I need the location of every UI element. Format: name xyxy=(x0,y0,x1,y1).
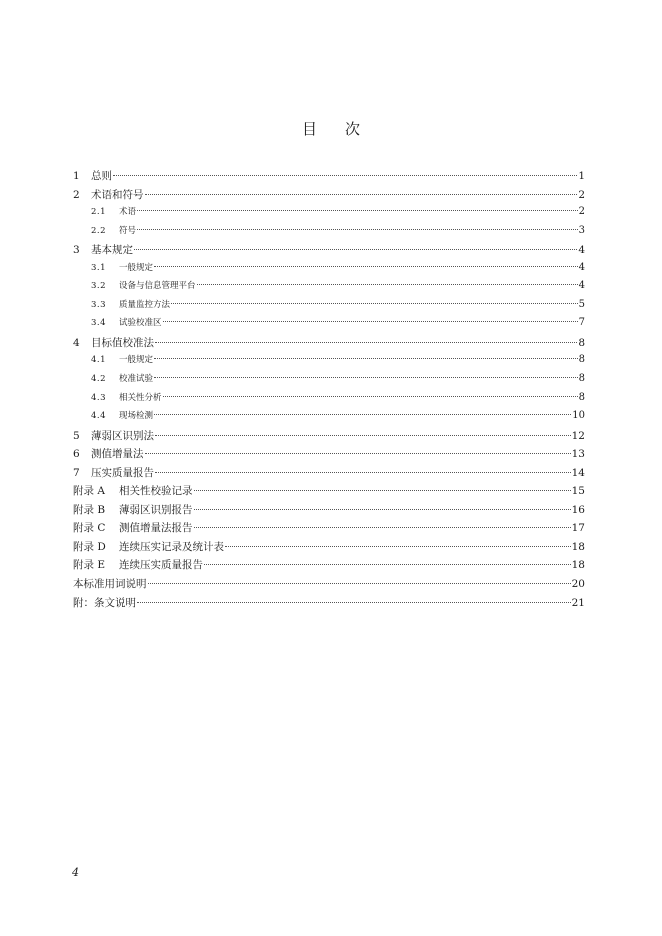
toc-entry-number: 4.3 xyxy=(91,392,107,403)
toc-entry-number: 3.1 xyxy=(91,262,107,273)
toc-entry-title: 基本规定 xyxy=(91,244,133,257)
toc-entry-number: 2.1 xyxy=(91,207,107,218)
toc-entry[interactable] xyxy=(73,576,585,595)
toc-entry-number: 3.3 xyxy=(91,299,107,310)
dot-leader xyxy=(163,396,578,397)
toc-entry-number: 4.4 xyxy=(91,411,107,422)
dot-leader xyxy=(194,509,571,510)
toc-entry[interactable] xyxy=(73,335,585,354)
toc-entry[interactable] xyxy=(73,168,585,187)
toc-entry-page: 8 xyxy=(578,391,585,403)
toc-entry-number: 附录 C xyxy=(73,522,106,535)
dot-leader xyxy=(155,435,571,436)
toc-entry-title: 现场检测 xyxy=(119,411,154,422)
toc-entry-page: 7 xyxy=(578,317,585,329)
toc-entry-number: 2 xyxy=(73,188,80,201)
toc-entry-page: 2 xyxy=(578,188,585,201)
toc-entry-number: 4 xyxy=(73,336,80,349)
toc-entry-number: 3.2 xyxy=(91,281,107,292)
toc-entry-title: 一般规定 xyxy=(119,355,154,366)
toc-entry-title: 本标准用词说明 xyxy=(73,578,147,591)
dot-leader xyxy=(197,284,578,285)
toc-entry-title: 符号 xyxy=(119,225,137,236)
toc-entry-page: 20 xyxy=(571,578,585,591)
toc-entry[interactable] xyxy=(73,316,585,335)
toc-entry-number: 附录 E xyxy=(73,559,106,572)
toc-entry-number: 7 xyxy=(73,466,80,479)
toc-entry-page: 10 xyxy=(572,410,585,422)
toc-entry-number: 5 xyxy=(73,429,80,442)
toc-entry-title: 薄弱区识别报告 xyxy=(119,503,193,516)
toc-entry[interactable] xyxy=(73,595,585,614)
toc-entry[interactable] xyxy=(73,483,585,502)
toc-entry[interactable] xyxy=(73,391,585,410)
dot-leader xyxy=(154,358,578,359)
dot-leader xyxy=(194,527,571,528)
toc-entry[interactable] xyxy=(73,353,585,372)
toc-entry-title: 目标值校准法 xyxy=(91,336,154,349)
toc-entry-page: 16 xyxy=(571,503,585,516)
toc-entry-title: 测值增量法 xyxy=(91,448,144,461)
toc-entry-title: 测值增量法报告 xyxy=(119,522,193,535)
toc-entry-page: 21 xyxy=(571,596,585,609)
dot-leader xyxy=(163,321,578,322)
toc-entry-title: 试验校准区 xyxy=(119,318,162,329)
toc-entry[interactable] xyxy=(73,502,585,521)
toc-entry[interactable] xyxy=(73,279,585,298)
toc-entry-page: 8 xyxy=(578,373,585,385)
toc-entry-title: 一般规定 xyxy=(119,262,154,273)
toc-entry-title: 相关性分析 xyxy=(119,392,162,403)
toc-entry[interactable] xyxy=(73,242,585,261)
toc-entry[interactable] xyxy=(73,520,585,539)
toc-entry-title: 校准试验 xyxy=(119,374,154,385)
toc-entry-title: 质量监控方法 xyxy=(119,299,171,310)
toc-entry-page: 17 xyxy=(571,522,585,535)
dot-leader xyxy=(137,210,578,211)
dot-leader xyxy=(137,602,571,603)
toc-entry-title: 附：条文说明 xyxy=(73,596,136,609)
toc-entry-page: 4 xyxy=(578,261,585,273)
toc-entry[interactable] xyxy=(73,205,585,224)
toc-entry-page: 5 xyxy=(578,298,585,310)
dot-leader xyxy=(154,377,578,378)
toc-entry[interactable] xyxy=(73,409,585,428)
toc-entry-page: 3 xyxy=(578,224,585,236)
toc-entry-number: 4.1 xyxy=(91,355,107,366)
dot-leader xyxy=(204,564,571,565)
toc-entry[interactable] xyxy=(73,539,585,558)
toc-entry-title: 总则 xyxy=(91,170,112,182)
dot-leader xyxy=(113,175,577,176)
toc-entry-page: 1 xyxy=(578,170,585,182)
toc-entry-number: 附录 B xyxy=(73,503,106,516)
toc-entry[interactable] xyxy=(73,372,585,391)
page-title: 目次 xyxy=(301,120,388,138)
toc-entry-number: 2.2 xyxy=(91,225,107,236)
toc-entry-page: 2 xyxy=(578,206,585,218)
toc-entry[interactable] xyxy=(73,298,585,317)
toc-entry-title: 相关性校验记录 xyxy=(119,485,193,498)
toc-entry-title: 薄弱区识别法 xyxy=(91,429,154,442)
toc-entry[interactable] xyxy=(73,465,585,484)
toc-entry-page: 13 xyxy=(571,448,585,461)
toc-entry-number: 1 xyxy=(73,170,80,182)
toc-entry-title: 术语 xyxy=(119,207,137,218)
toc-entry-page: 12 xyxy=(571,429,585,442)
toc-entry[interactable] xyxy=(73,187,585,206)
toc-entry[interactable] xyxy=(73,428,585,447)
dot-leader xyxy=(134,249,577,250)
toc-entry-number: 6 xyxy=(73,448,80,461)
toc-entry-number: 附录 D xyxy=(73,540,106,553)
dot-leader xyxy=(154,414,571,415)
toc-entry-page: 14 xyxy=(571,466,585,479)
toc-entry-page: 18 xyxy=(571,540,585,553)
dot-leader xyxy=(145,194,578,195)
page-number: 4 xyxy=(72,866,79,879)
dot-leader xyxy=(148,583,571,584)
toc-entry-page: 8 xyxy=(578,336,585,349)
toc-entry-page: 4 xyxy=(578,280,585,292)
toc-entry[interactable] xyxy=(73,557,585,576)
table-of-contents xyxy=(73,168,585,613)
toc-entry-title: 设备与信息管理平台 xyxy=(119,281,196,292)
toc-entry[interactable] xyxy=(73,446,585,465)
toc-entry-title: 连续压实记录及统计表 xyxy=(119,540,224,553)
toc-entry-title: 连续压实质量报告 xyxy=(119,559,203,572)
dot-leader xyxy=(194,490,571,491)
toc-entry-title: 压实质量报告 xyxy=(91,466,154,479)
toc-entry-title: 术语和符号 xyxy=(91,188,144,201)
dot-leader xyxy=(171,303,578,304)
dot-leader xyxy=(154,266,578,267)
toc-entry-page: 18 xyxy=(571,559,585,572)
toc-entry-number: 4.2 xyxy=(91,374,107,385)
dot-leader xyxy=(225,546,571,547)
dot-leader xyxy=(145,453,571,454)
toc-entry-number: 3 xyxy=(73,244,80,257)
toc-entry-number: 3.4 xyxy=(91,318,107,329)
dot-leader xyxy=(137,229,578,230)
toc-entry-number: 附录 A xyxy=(73,485,105,498)
toc-entry-page: 8 xyxy=(578,354,585,366)
toc-entry-page: 4 xyxy=(578,244,585,257)
toc-entry[interactable] xyxy=(73,224,585,243)
dot-leader xyxy=(155,472,571,473)
toc-entry-page: 15 xyxy=(571,485,585,498)
dot-leader xyxy=(155,342,577,343)
toc-entry[interactable] xyxy=(73,261,585,280)
